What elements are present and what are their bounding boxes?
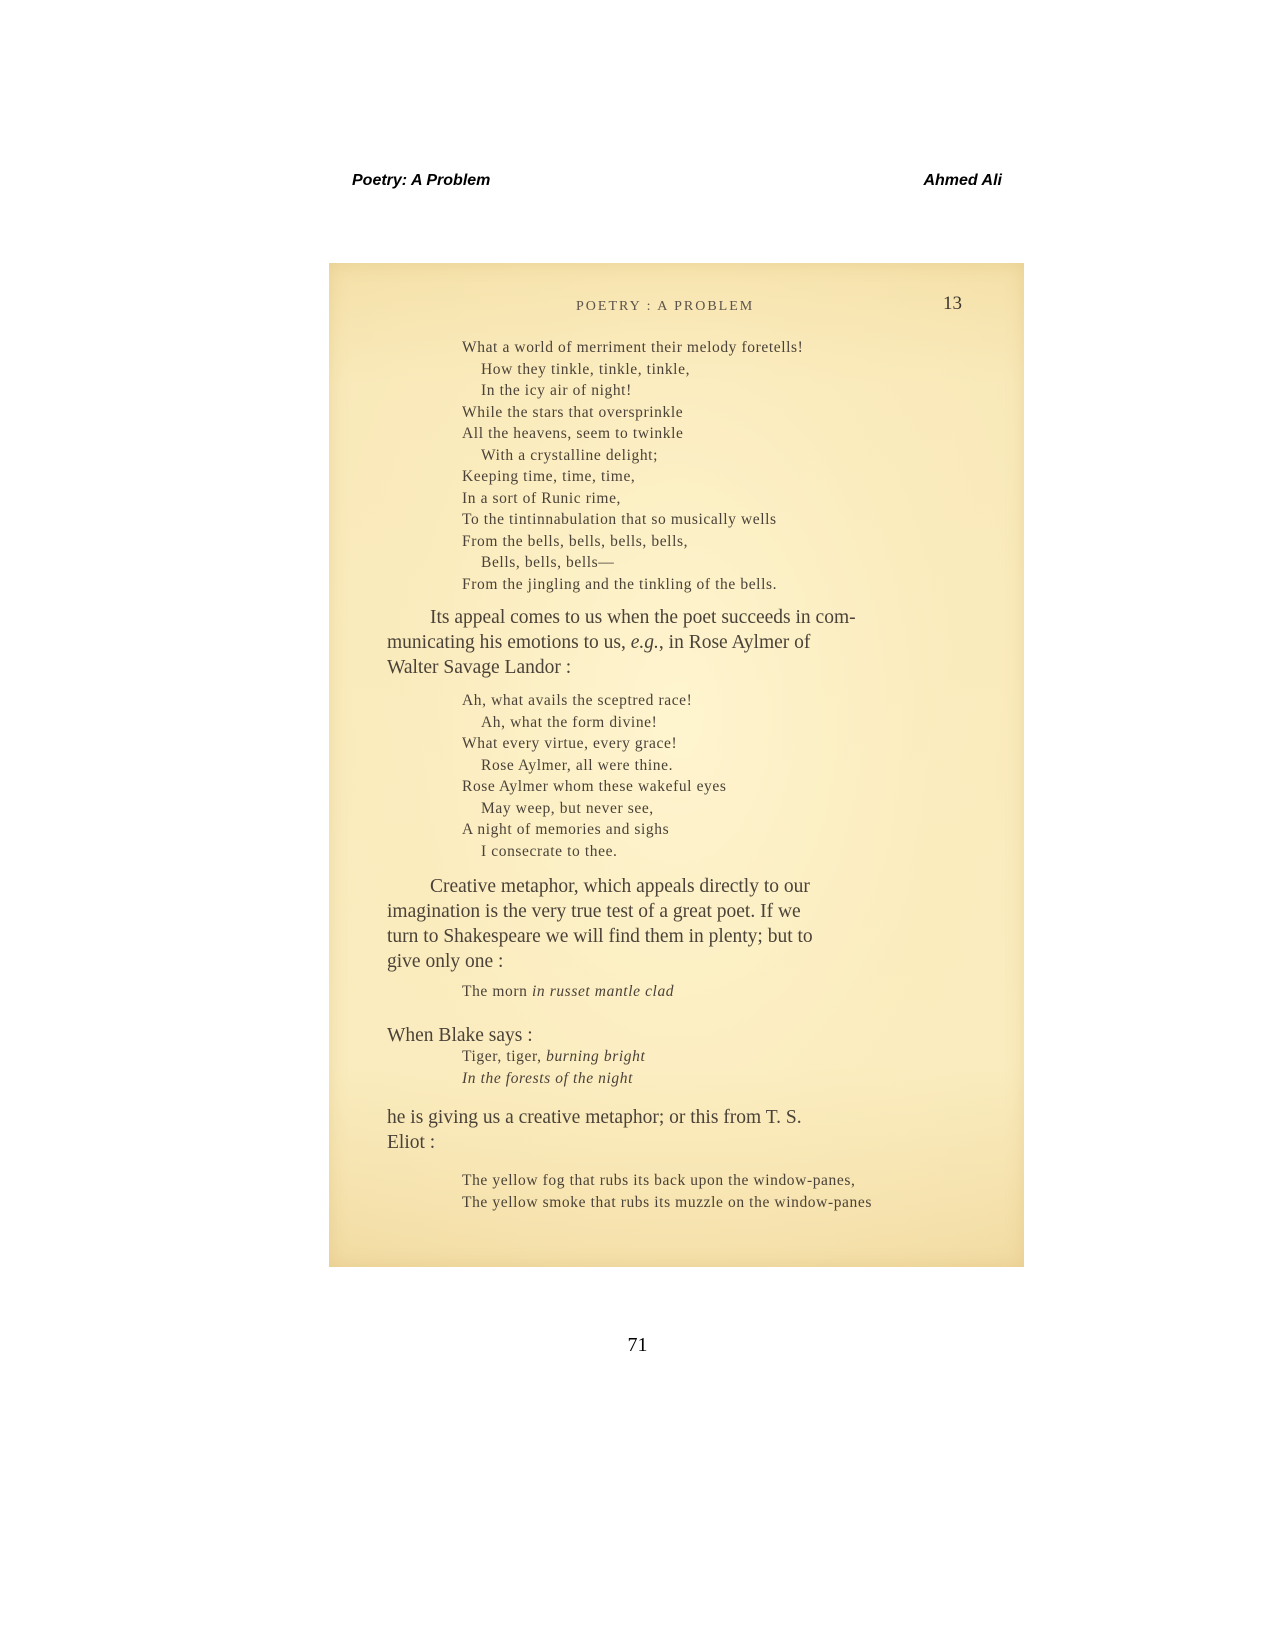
book-page-header — [329, 293, 1024, 321]
verse-line: While the stars that oversprinkle — [462, 403, 684, 421]
giving-paragraph — [387, 1105, 965, 1155]
paragraph-line: turn to Shakespeare we will find them in plenty; but to — [387, 926, 813, 947]
document-page-number: 71 — [627, 1334, 648, 1356]
verse-line: What a world of merriment their melody foretells! — [462, 339, 804, 356]
paragraph-line: Walter Savage Landor : — [387, 657, 572, 678]
paragraph-line: Creative metaphor, which appeals directly to our — [430, 876, 810, 897]
bells-poem-excerpt — [462, 337, 803, 595]
text-run: , in Rose Aylmer of — [658, 632, 811, 653]
verse-line: With a crystalline delight; — [481, 446, 658, 464]
verse-line: In the icy air of night! — [481, 382, 632, 399]
verse-line: All the heavens, seem to twinkle — [462, 425, 684, 442]
italic-abbreviation: e.g. — [630, 632, 659, 653]
creative-metaphor-paragraph — [387, 874, 965, 974]
book-running-title: POETRY : A PROBLEM — [576, 299, 755, 314]
verse-line: I consecrate to thee. — [481, 842, 618, 860]
blake-quote-line — [462, 1068, 633, 1090]
appeal-paragraph — [387, 605, 965, 680]
eliot-quote-line: The yellow fog that rubs its back upon the window-panes, — [462, 1172, 856, 1189]
text-run: The morn — [462, 983, 532, 1000]
verse-line: Ah, what the form divine! — [481, 713, 658, 731]
shakespeare-quote — [462, 981, 674, 1003]
verse-line: To the tintinnabulation that so musically wells — [462, 511, 777, 528]
verse-line: From the jingling and the tinkling of the bells. — [462, 575, 778, 593]
verse-line: What every virtue, every grace! — [462, 735, 678, 752]
verse-line: May weep, but never see, — [481, 799, 654, 817]
text-run: Tiger, tiger, — [462, 1048, 547, 1065]
italic-phrase: burning bright — [546, 1048, 646, 1065]
text-run: municating his emotions to us, — [387, 632, 631, 653]
verse-line: Rose Aylmer whom these wakeful eyes — [462, 778, 727, 795]
verse-line: A night of memories and sighs — [462, 821, 670, 838]
paragraph-line: Eliot : — [387, 1132, 436, 1153]
paragraph-line: give only one : — [387, 951, 504, 972]
verse-line: Bells, bells, bells— — [481, 554, 615, 571]
italic-phrase: in russet mantle clad — [531, 983, 675, 1000]
verse-line: Keeping time, time, time, — [462, 468, 636, 485]
blake-intro — [387, 1023, 965, 1048]
paragraph-line: he is giving us a creative metaphor; or this from T. S. — [387, 1107, 802, 1128]
verse-line: Ah, what avails the sceptred race! — [462, 692, 693, 709]
verse-line: How they tinkle, tinkle, tinkle, — [481, 360, 691, 378]
running-header — [352, 172, 1002, 196]
paragraph-line: imagination is the very true test of a great poet. If we — [387, 901, 801, 922]
paragraph-line — [387, 630, 965, 655]
scanned-book-page — [329, 263, 1024, 1267]
blake-quote-line — [462, 1046, 645, 1068]
italic-phrase: In the forests of the night — [462, 1070, 634, 1087]
verse-line: In a sort of Runic rime, — [462, 489, 622, 507]
verse-line: From the bells, bells, bells, bells, — [462, 532, 689, 550]
paragraph-line: When Blake says : — [387, 1025, 533, 1046]
paragraph-line: Its appeal comes to us when the poet succeeds in com- — [430, 607, 856, 628]
running-header-author: Ahmed Ali — [923, 172, 1002, 189]
eliot-quote-line: The yellow smoke that rubs its muzzle on the window-panes — [462, 1194, 872, 1211]
rose-aylmer-poem — [462, 690, 727, 862]
verse-line: Rose Aylmer, all were thine. — [481, 756, 674, 774]
book-page-number: 13 — [943, 293, 962, 314]
running-header-title: Poetry: A Problem — [352, 172, 491, 189]
